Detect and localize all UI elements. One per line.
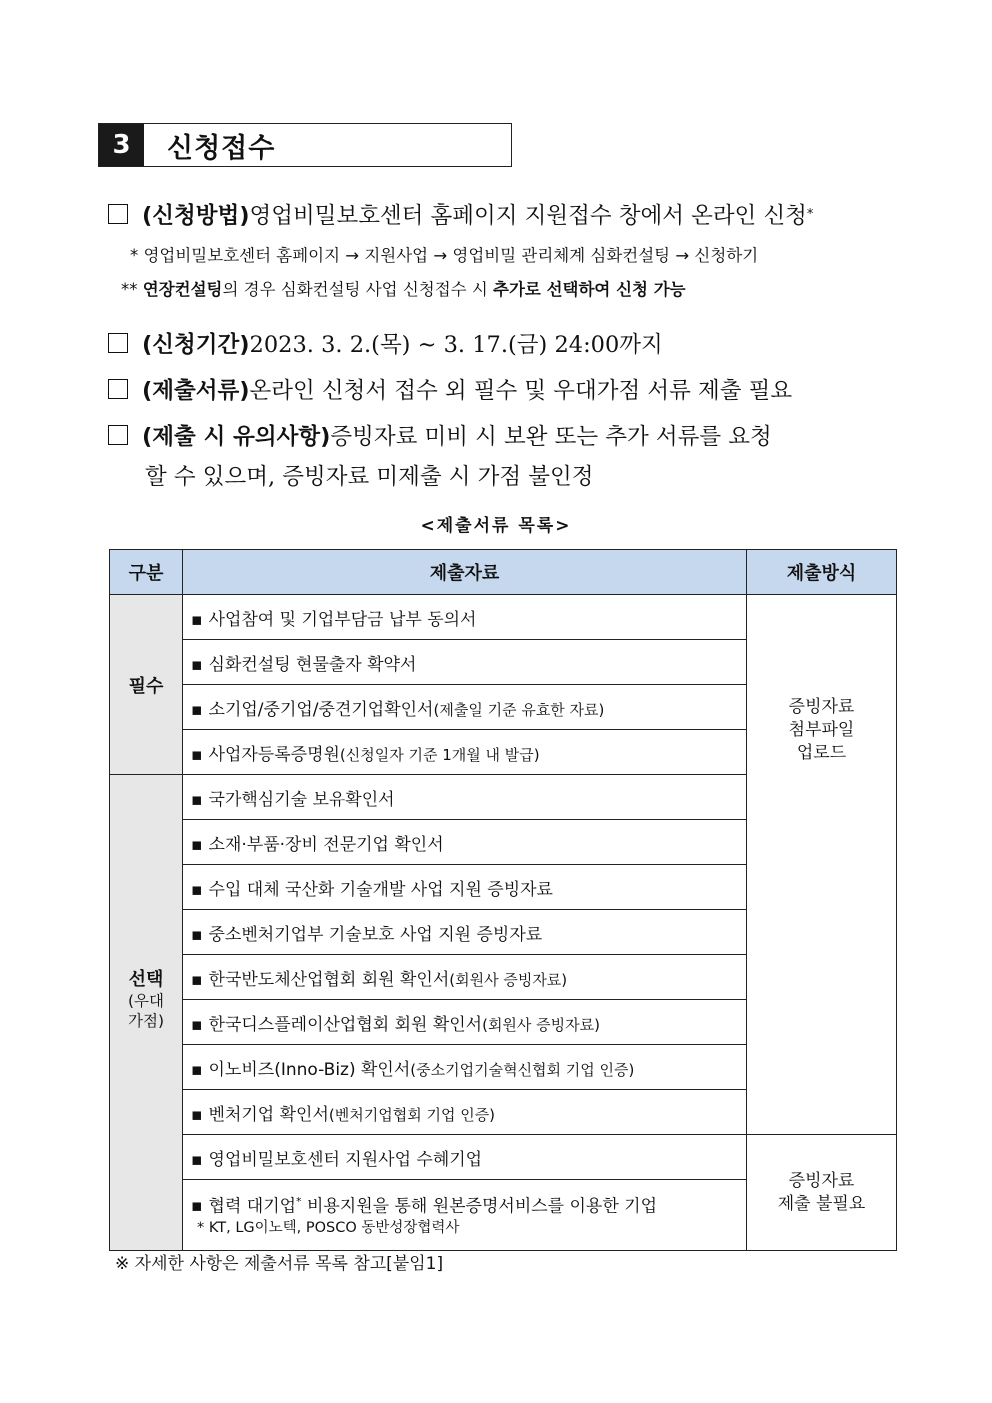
row-note: (벤처기업협회 기업 인증): [328, 1105, 496, 1124]
bullet-icon: ▪: [191, 1059, 203, 1080]
section-number: 3: [99, 124, 144, 166]
bullet-icon: ▪: [191, 744, 203, 765]
row-text: 사업자등록증명원: [208, 744, 340, 765]
checkbox-square-icon: [108, 204, 128, 224]
item-label: (신청방법): [142, 203, 250, 229]
footnote: ※ 자세한 사항은 제출서류 목록 참고[붙임1]: [115, 1254, 444, 1274]
table-cell: [183, 595, 747, 640]
item-precautions: [108, 419, 772, 451]
checkbox-square-icon: [108, 425, 128, 445]
bullet-icon: ▪: [191, 1014, 203, 1035]
table-cell: [183, 685, 747, 730]
bullet-icon: ▪: [191, 654, 203, 675]
row-note: (신청일자 기준 1개월 내 발급): [339, 745, 540, 764]
table-cell: [183, 865, 747, 910]
item-label: (제출서류): [142, 378, 250, 404]
item-application-period: [108, 327, 663, 359]
row-note: (중소기업기술혁신협회 기업 인증): [410, 1060, 635, 1079]
row-text: 사업참여 및 기업부담금 납부 동의서: [208, 609, 477, 630]
bullet-icon: ▪: [191, 969, 203, 990]
note-1: * 영업비밀보호센터 홈페이지 → 지원사업 → 영업비밀 관리체계 심화컨설팅 → 신청하기: [130, 246, 759, 265]
row-text: 중소벤처기업부 기술보호 사업 지원 증빙자료: [208, 924, 543, 945]
item-text: 온라인 신청서 접수 외 필수 및 우대가점 서류 제출 필요: [249, 378, 793, 404]
method-not-required: [747, 1135, 897, 1251]
table-caption: <제출서류 목록>: [420, 516, 572, 536]
item-mark: *: [806, 206, 814, 222]
method-line: 증빙자료: [788, 1170, 855, 1191]
row-note: (회원사 증빙자료): [449, 970, 568, 989]
table-header-row: [110, 550, 897, 595]
group-optional-sub: 가점): [128, 1011, 164, 1030]
item-label: (신청기간): [142, 332, 250, 358]
table-cell: [183, 1135, 747, 1180]
method-line: 증빙자료: [788, 697, 855, 717]
row-note: (제출일 기준 유효한 자료): [433, 700, 605, 719]
row-text: 한국반도체산업협회 회원 확인서: [208, 969, 450, 990]
item-precautions-continued: 할 수 있으며, 증빙자료 미제출 시 가점 불인정: [145, 464, 594, 490]
bullet-icon: ▪: [191, 924, 203, 945]
bullet-icon: ▪: [191, 879, 203, 900]
row-text: 비용지원을 통해 원본증명서비스를 이용한 기업: [301, 1196, 658, 1217]
checkbox-square-icon: [108, 379, 128, 399]
table-cell: [183, 775, 747, 820]
group-optional: [110, 775, 183, 1251]
note-2-prefix: **: [121, 280, 143, 299]
item-text: 2023. 3. 2.(목) ~ 3. 17.(금) 24:00까지: [249, 332, 663, 358]
group-optional-sub: (우대: [128, 991, 164, 1010]
row-mark: *: [296, 1194, 302, 1208]
item-text: 증빙자료 미비 시 보완 또는 추가 서류를 요청: [330, 424, 772, 450]
section-title: 신청접수: [167, 132, 276, 164]
method-upload: [747, 595, 897, 1135]
table-cell: [183, 1180, 747, 1251]
row-text: 수입 대체 국산화 기술개발 사업 지원 증빙자료: [208, 879, 553, 900]
item-documents: [108, 373, 792, 405]
table-cell: [183, 1045, 747, 1090]
bullet-icon: ▪: [191, 1149, 203, 1170]
documents-table: [109, 549, 897, 1251]
row-text: 한국디스플레이산업협회 회원 확인서: [208, 1014, 483, 1035]
row-text: 영업비밀보호센터 지원사업 수혜기업: [208, 1149, 483, 1170]
table-cell: [183, 640, 747, 685]
method-line: 업로드: [796, 743, 847, 763]
bullet-icon: ▪: [191, 1196, 203, 1217]
row-note: (회원사 증빙자료): [482, 1015, 600, 1034]
row-text: 소재·부품·장비 전문기업 확인서: [208, 834, 444, 855]
table-cell: [183, 955, 747, 1000]
note-2-bold-1: 연장컨설팅: [142, 280, 223, 299]
row-text: 벤처기업 확인서: [208, 1104, 329, 1125]
item-application-method: [108, 198, 813, 230]
row-text: 소기업/중기업/중견기업확인서: [208, 699, 434, 720]
bullet-icon: ▪: [191, 1104, 203, 1125]
table-cell: [183, 1000, 747, 1045]
table-row: [110, 1135, 897, 1180]
method-line: 첨부파일: [788, 720, 855, 740]
row-text: 국가핵심기술 보유확인서: [208, 789, 395, 810]
row-subnote: * KT, LG이노텍, POSCO 동반성장협력사: [197, 1220, 460, 1237]
group-required: 필수: [110, 595, 183, 775]
group-optional-label: 선택: [128, 968, 164, 990]
bullet-icon: ▪: [191, 789, 203, 810]
item-text: 영업비밀보호센터 홈페이지 지원접수 창에서 온라인 신청: [249, 203, 807, 229]
table-cell: [183, 910, 747, 955]
bullet-icon: ▪: [191, 609, 203, 630]
method-line: 제출 불필요: [777, 1193, 866, 1214]
header-documents: 제출자료: [183, 550, 747, 595]
item-label: (제출 시 유의사항): [142, 424, 331, 450]
row-text: 협력 대기업: [208, 1196, 297, 1217]
note-2-text: 의 경우 심화컨설팅 사업 신청접수 시: [222, 280, 494, 299]
row-text: 심화컨설팅 현물출자 확약서: [208, 654, 417, 675]
row-text: 이노비즈(Inno-Biz) 확인서: [208, 1059, 411, 1080]
header-category: 구분: [110, 550, 183, 595]
table-cell: [183, 730, 747, 775]
note-2-bold-2: 추가로 선택하여 신청 가능: [493, 280, 686, 299]
note-2: [121, 276, 686, 300]
table-cell: [183, 820, 747, 865]
bullet-icon: ▪: [191, 699, 203, 720]
section-header: [98, 123, 512, 167]
table-cell: [183, 1090, 747, 1135]
checkbox-square-icon: [108, 333, 128, 353]
bullet-icon: ▪: [191, 834, 203, 855]
header-method: 제출방식: [747, 550, 897, 595]
table-row: [110, 595, 897, 640]
